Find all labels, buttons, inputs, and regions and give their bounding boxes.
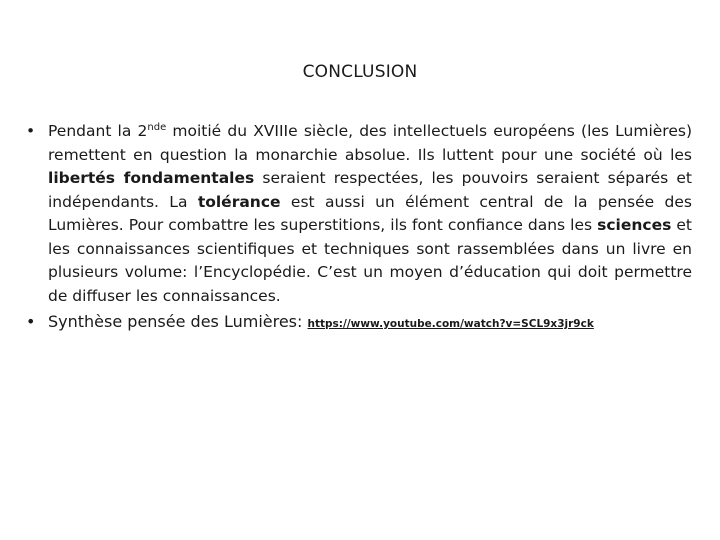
seg-text: Pendant la 2 [48,122,148,140]
bold-term-tolerance: tolérance [197,192,281,211]
youtube-link[interactable]: https://www.youtube.com/watch?v=SCL9x3jr9ck [307,318,594,330]
bullet-paragraph-2 [22,310,692,337]
bullet-paragraph-1 [22,120,692,308]
bold-term-libertes: libertés fondamentales [48,169,255,187]
synthese-label: Synthèse pensée des Lumières: [48,312,308,331]
seg-text: et les connaissances scientifiques et techniques sont rassemblées dans un livre en plusieurs volume: l’Encyclopédie. C’est un moyen d’éducation qui doit permettre de diffuser les connaissances. [48,216,692,305]
seg-text: est aussi un élément central de la pensée des Lumières. Pour combattre les superstitions, ils font confiance dans les [48,192,692,234]
bullet-icon: • [26,312,36,331]
bullet-icon: • [26,122,36,140]
seg-text: seraient respectées, les pouvoirs seraient séparés et indépendants. La [48,169,692,211]
bullet-list [22,120,692,337]
superscript-text: nde [147,122,167,133]
bold-term-sciences: sciences [597,216,672,234]
seg-text: moitié du XVIIIe siècle, des intellectuels européens (les Lumières) remettent en question la monarchie absolue. Ils luttent pour une société où les [48,122,692,164]
slide-title: CONCLUSION [302,62,418,82]
